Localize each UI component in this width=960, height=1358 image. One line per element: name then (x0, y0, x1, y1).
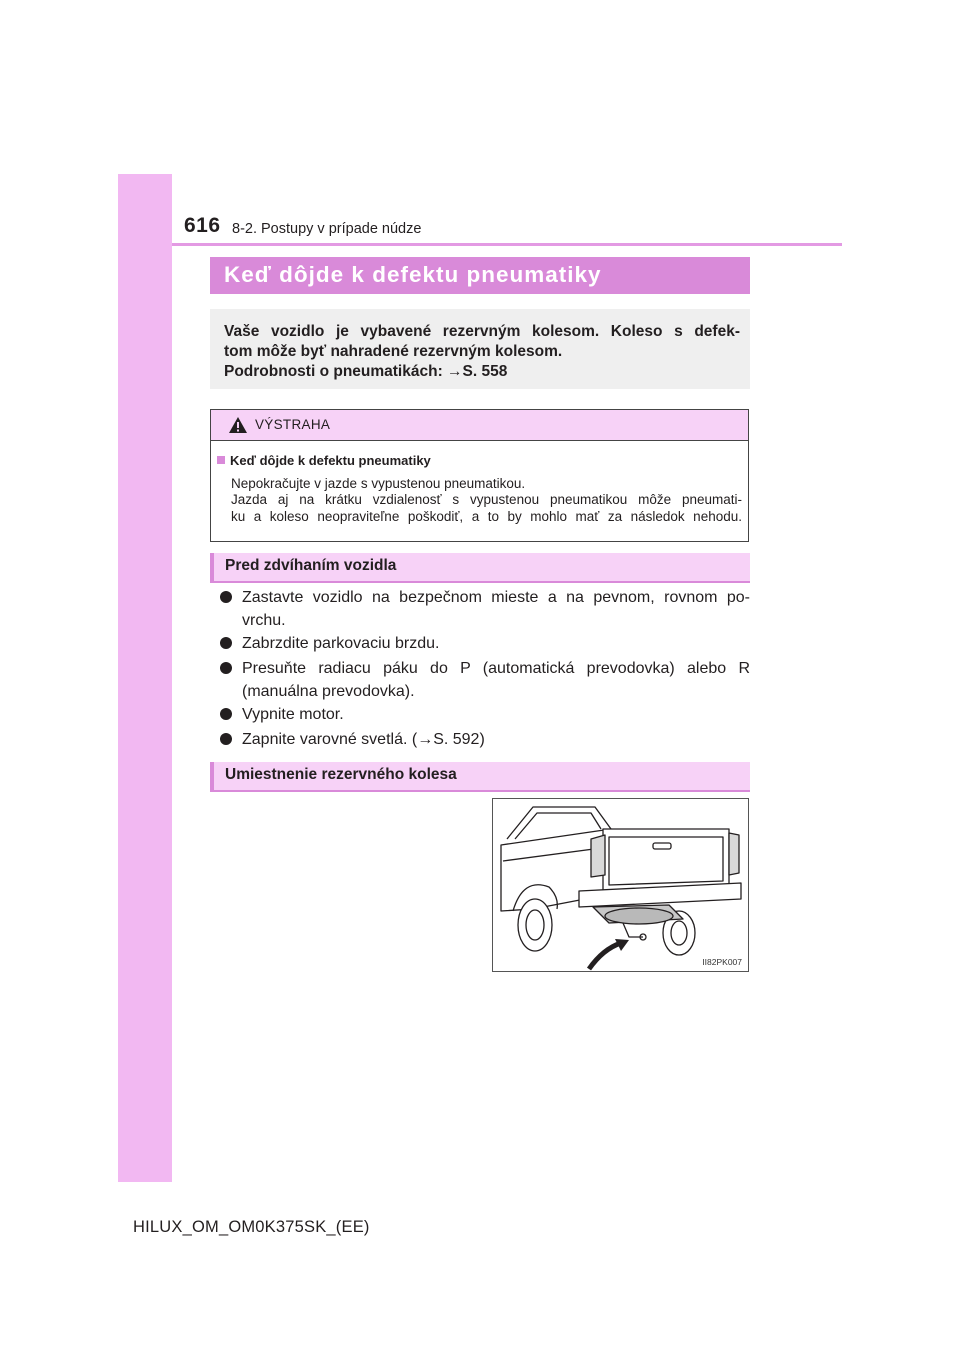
square-bullet-icon (217, 456, 225, 464)
before-lifting-heading-bar (210, 553, 750, 581)
spare-location-heading: Umiestnenie rezervného kolesa (225, 766, 457, 783)
warning-line: Nepokračujte v jazde s vypustenou pneumatikou. (231, 476, 526, 491)
section-title: Keď dôjde k defektu pneumatiky (224, 262, 602, 287)
chapter-side-band (118, 174, 172, 1182)
spare-location-heading-bar (210, 762, 750, 790)
heading-underline (210, 581, 750, 583)
intro-line: Vaše vozidlo je vybavené rezervným kolesom. Koleso s defek- (224, 323, 740, 340)
warning-line: Jazda aj na krátku vzdialenosť s vypustenou pneumatikou môže pneumati- (231, 492, 742, 507)
intro-line: Podrobnosti o pneumatikách: →S. 558 (224, 363, 508, 380)
intro-box (210, 309, 750, 389)
warning-line: ku a koleso neopraviteľne poškodiť, a to by mohlo mať za následok nehodu. (231, 509, 742, 524)
spare-wheel-illustration (492, 798, 749, 972)
bullet-dot-icon (220, 662, 232, 674)
intro-line: tom môže byť nahradené rezervným kolesom. (224, 343, 563, 360)
document-code: HILUX_OM_OM0K375SK_(EE) (133, 1218, 370, 1236)
list-item-text: Vypnite motor. (242, 706, 344, 723)
warning-triangle-icon (228, 416, 248, 434)
warning-label: VÝSTRAHA (255, 417, 331, 432)
list-item-text: Zabrzdite parkovaciu brzdu. (242, 635, 440, 652)
figure-code: II82PK007 (702, 957, 742, 967)
pickup-truck-rear-illustration (493, 799, 748, 971)
header-divider (172, 243, 842, 246)
bullet-dot-icon (220, 637, 232, 649)
bullet-dot-icon (220, 733, 232, 745)
warning-subtitle-text: Keď dôjde k defektu pneumatiky (230, 453, 431, 468)
list-item-text: Zastavte vozidlo na bezpečnom mieste a na pevnom, rovnom po- (242, 589, 750, 606)
warning-subtitle (217, 453, 431, 468)
bullet-dot-icon (220, 708, 232, 720)
section-title-bar (210, 257, 750, 294)
page-number: 616 (184, 214, 221, 237)
warning-box (210, 409, 749, 542)
heading-underline (210, 790, 750, 792)
list-item-text: vrchu. (242, 612, 286, 629)
bullet-dot-icon (220, 591, 232, 603)
list-item-text: Presuňte radiacu páku do P (automatická prevodovka) alebo R (242, 660, 750, 677)
list-item-text: Zapnite varovné svetlá. (→S. 592) (242, 731, 485, 748)
chapter-title: 8-2. Postupy v prípade núdze (232, 221, 422, 237)
before-lifting-heading: Pred zdvíhaním vozidla (225, 557, 397, 574)
warning-header (211, 410, 748, 441)
list-item-text: (manuálna prevodovka). (242, 683, 415, 700)
